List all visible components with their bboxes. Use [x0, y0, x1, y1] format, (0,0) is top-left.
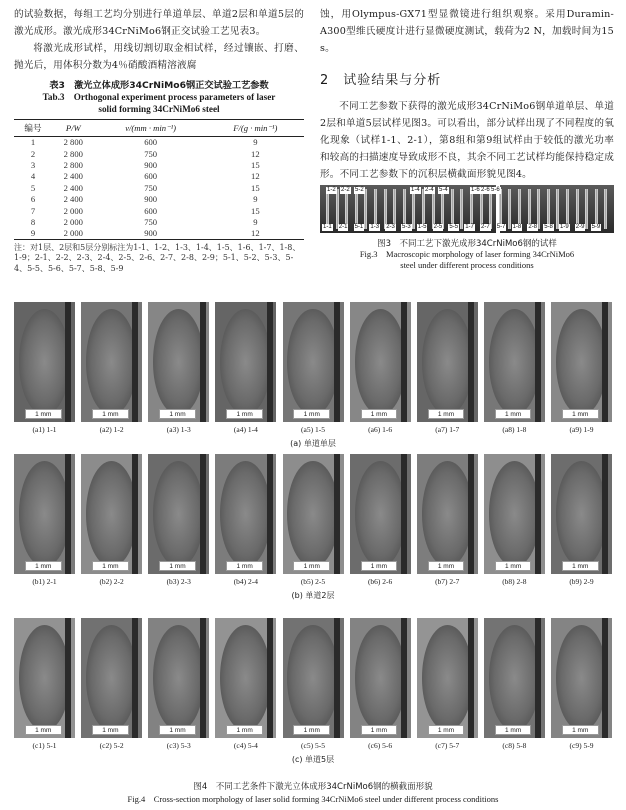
- cross-section-panel: [551, 618, 612, 750]
- deposited-sample: [585, 189, 588, 229]
- table-cell: 9: [253, 216, 258, 227]
- deposited-sample: [364, 189, 367, 229]
- sample-label: 2-4: [425, 187, 434, 193]
- micrograph-image: [215, 454, 276, 574]
- substrate-edge: [267, 454, 273, 574]
- table-cell: 2 800: [63, 148, 83, 159]
- deposited-sample: [422, 189, 425, 229]
- substrate-edge: [334, 454, 340, 574]
- table-cell: 15: [251, 182, 260, 193]
- table-row: [14, 171, 304, 182]
- deposited-sample: [374, 189, 377, 229]
- micrograph-image: [484, 302, 545, 422]
- panel-label: (b9) 2-9: [569, 577, 594, 586]
- sample-label: 5-5: [449, 224, 459, 230]
- sample-label: 5-6: [491, 187, 500, 193]
- deposited-sample: [393, 189, 396, 229]
- cross-section-panel: [148, 618, 209, 750]
- deposited-sample: [412, 189, 415, 229]
- scale-bar: 1 mm: [495, 561, 532, 571]
- table-cell: 2 000: [63, 205, 83, 216]
- deposited-sample: [518, 189, 521, 229]
- deposit-bead: [422, 309, 473, 415]
- panel-label: (b2) 2-2: [99, 577, 124, 586]
- micrograph-image: [148, 618, 209, 738]
- table-header-cell: 编号: [14, 120, 52, 137]
- deposited-sample: [451, 189, 454, 229]
- figure-4-row-caption: (b) 单道2层: [291, 591, 335, 600]
- cross-section-panel: [215, 618, 276, 750]
- deposit-bead: [556, 309, 607, 415]
- scale-bar: 1 mm: [159, 561, 196, 571]
- deposited-sample: [345, 189, 348, 229]
- scale-bar: 1 mm: [159, 725, 196, 735]
- deposited-sample: [384, 189, 387, 229]
- cross-section-panel: [551, 454, 612, 586]
- sample-label: 2-1: [338, 224, 348, 230]
- sample-label: 5-8: [544, 224, 553, 230]
- panel-label: (a6) 1-6: [368, 425, 393, 434]
- panel-label: (c8) 5-8: [502, 741, 527, 750]
- table-cell: 9: [14, 228, 52, 239]
- sample-label: 1-6: [471, 187, 480, 193]
- deposit-bead: [19, 309, 70, 415]
- substrate-edge: [200, 454, 206, 574]
- sample-label: 2-8: [528, 224, 538, 230]
- substrate-edge: [602, 302, 608, 422]
- micrograph-image: [417, 302, 478, 422]
- figure-4-caption-cn: 图4 不同工艺条件下激光立体成形34CrNiMo6钢的横截面形貌: [193, 782, 433, 792]
- body-paragraph: 的试验数据，每组工艺均分别进行单道单层、单道2层和单道5层的激光成形。激光成形34CrNiMo6钢正交试验工艺见表3。: [14, 9, 304, 37]
- substrate-edge: [468, 454, 474, 574]
- table-cell: 900: [144, 194, 158, 205]
- figure-3-caption-en: steel under different process conditions: [400, 260, 534, 270]
- deposit-bead: [220, 625, 271, 731]
- panel-label: (a1) 1-1: [32, 425, 57, 434]
- deposited-sample: [556, 189, 559, 229]
- sample-label: 2-5: [433, 224, 443, 230]
- table-row: [14, 137, 304, 148]
- table-cell: 600: [144, 137, 158, 148]
- scale-bar: 1 mm: [293, 561, 330, 571]
- table-cell: 750: [144, 216, 158, 227]
- sample-label: 5-3: [402, 224, 411, 230]
- deposit-bead: [355, 461, 406, 567]
- table-caption-en: Tab.3 Orthogonal experiment process parameters of laser: [42, 92, 276, 102]
- deposited-sample: [441, 189, 444, 229]
- deposit-bead: [153, 461, 204, 567]
- cross-section-panel: [14, 618, 75, 750]
- body-paragraph: 不同工艺参数下获得的激光成形34CrNiMo6钢单道单层、单道2层和单道5层试样见图3。可以看出，部分试样出现了不同程度的氧化现象（试样1-1、2-1），第8组和第9组试样由于较低的激光功率和较高的扫描速度导致成形不良，其余不同工艺试样均能保持稳定成形。不同工艺参数下的沉积层横截面形貌见图4。: [320, 101, 614, 180]
- cross-section-panel: [350, 302, 411, 434]
- panel-label: (c1) 5-1: [32, 741, 57, 750]
- micrograph-image: [81, 302, 142, 422]
- deposit-bead: [422, 461, 473, 567]
- deposit-bead: [422, 625, 473, 731]
- table-cell: 9: [253, 194, 258, 205]
- scale-bar: 1 mm: [92, 409, 129, 419]
- deposited-sample: [566, 189, 569, 229]
- table-cell: 15: [251, 159, 260, 170]
- deposit-bead: [489, 309, 540, 415]
- cross-section-panel: [81, 618, 142, 750]
- scale-bar: 1 mm: [428, 561, 465, 571]
- sample-label: 2-2: [341, 187, 350, 193]
- panel-label: (b6) 2-6: [367, 577, 393, 586]
- panel-label: (c2) 5-2: [99, 741, 124, 750]
- body-paragraph: 将激光成形试样，用线切割切取金相试样，经过镶嵌、打磨、抛光后，用体积分数为4％硝酸酒精溶液腐: [14, 43, 304, 71]
- panel-label: (c3) 5-3: [166, 741, 191, 750]
- deposited-sample: [480, 189, 483, 229]
- deposit-bead: [153, 625, 204, 731]
- deposited-sample: [403, 189, 406, 229]
- substrate-edge: [535, 618, 541, 738]
- cross-section-panel: [417, 454, 478, 586]
- substrate-edge: [65, 302, 71, 422]
- sample-label: 1-7: [465, 224, 474, 230]
- sample-label: 5-9: [591, 224, 601, 230]
- sample-label: 2-7: [481, 224, 490, 230]
- panel-label: (b4) 2-4: [233, 577, 259, 586]
- micrograph-image: [14, 454, 75, 574]
- micrograph-image: [417, 618, 478, 738]
- substrate-edge: [602, 618, 608, 738]
- substrate-edge: [535, 454, 541, 574]
- table-cell: 12: [251, 148, 260, 159]
- table-cell: 2 000: [52, 228, 95, 239]
- cross-section-panel: [81, 454, 142, 586]
- table-cell: 600: [144, 171, 158, 182]
- panel-label: (b7) 2-7: [435, 577, 460, 586]
- deposit-bead: [556, 461, 607, 567]
- sample-label: 2-6: [481, 187, 490, 193]
- deposited-sample: [528, 189, 531, 229]
- table-cell: 900: [144, 159, 158, 170]
- figure-4-panel-row: [14, 302, 612, 434]
- substrate-edge: [267, 618, 273, 738]
- substrate-edge: [334, 618, 340, 738]
- table-cell: 2: [30, 148, 36, 159]
- micrograph-image: [350, 618, 411, 738]
- sample-label: 1-2: [327, 187, 336, 193]
- cross-section-panel: [283, 618, 344, 750]
- substrate-edge: [200, 618, 206, 738]
- right-column: [320, 6, 614, 271]
- sample-label: 1-1: [323, 224, 332, 230]
- table-row: [14, 159, 304, 170]
- table-caption-cn: 表3 激光立体成形34CrNiMo6钢正交试验工艺参数: [49, 80, 269, 91]
- table-note: 注：对1层、2层和5层分别标注为1-1、1-2、1-3、1-4、1-5、1-6、1-7、1-8、1-9；2-1、2-2、2-3、2-4、2-5、2-6、2-7、2-8、2-9；5-1、5-2、5-3、5-4、5-5、5-6、5-7、5-8、5-9: [14, 242, 301, 273]
- table-cell: 3: [30, 159, 36, 170]
- table-header-cell: P/W: [52, 120, 95, 137]
- scale-bar: 1 mm: [226, 725, 263, 735]
- panel-label: (c5) 5-5: [301, 741, 325, 750]
- figure-3-caption-cn: 图3 不同工艺下激光成形34CrNiMo6钢的试样: [377, 239, 557, 249]
- deposited-sample: [595, 189, 598, 229]
- sample-label: 1-9: [560, 224, 569, 230]
- substrate-edge: [401, 618, 407, 738]
- scale-bar: 1 mm: [495, 725, 532, 735]
- sample-label: 1-8: [512, 224, 522, 230]
- deposited-sample: [499, 189, 502, 229]
- cross-section-panel: [283, 302, 344, 434]
- substrate-edge: [132, 302, 138, 422]
- deposit-bead: [355, 309, 406, 415]
- sample-label: 1-5: [417, 224, 427, 230]
- substrate-edge: [535, 302, 541, 422]
- panel-label: (a4) 1-4: [233, 425, 258, 434]
- table-cell: 2 400: [63, 194, 83, 205]
- figure-4-panel-row: [14, 618, 612, 750]
- scale-bar: 1 mm: [293, 409, 330, 419]
- cross-section-panel: [81, 302, 142, 434]
- substrate-edge: [334, 302, 340, 422]
- cross-section-panel: [215, 302, 276, 434]
- cross-section-panel: [148, 454, 209, 586]
- table-row: [14, 205, 304, 216]
- table-cell: 2 400: [63, 182, 83, 193]
- substrate-edge: [200, 302, 206, 422]
- deposit-bead: [287, 309, 338, 415]
- micrograph-image: [14, 302, 75, 422]
- figure-4-row-caption: (c) 单道5层: [291, 755, 335, 764]
- substrate-edge: [65, 454, 71, 574]
- table-cell: 8: [30, 216, 36, 227]
- cross-section-panel: [551, 302, 612, 434]
- table-cell: 750: [144, 148, 158, 159]
- micrograph-image: [283, 302, 344, 422]
- scale-bar: 1 mm: [361, 561, 398, 571]
- deposit-bead: [86, 309, 137, 415]
- panel-label: (b1) 2-1: [32, 577, 57, 586]
- micrograph-image: [484, 454, 545, 574]
- deposited-sample: [537, 189, 540, 229]
- micrograph-image: [283, 618, 344, 738]
- figure-4-row-caption: (a) 单道单层: [290, 439, 336, 448]
- scale-bar: 1 mm: [361, 725, 398, 735]
- figure-3-photo: [320, 185, 614, 233]
- micrograph-image: [350, 302, 411, 422]
- scale-bar: 1 mm: [226, 409, 263, 419]
- panel-label: (a9) 1-9: [569, 425, 594, 434]
- deposited-sample: [576, 189, 579, 229]
- panel-label: (b8) 2-8: [502, 577, 527, 586]
- table-header-row: [14, 120, 304, 137]
- table-cell: 900: [95, 228, 207, 239]
- table-cell: 6: [30, 194, 36, 205]
- micrograph-image: [551, 302, 612, 422]
- cross-section-panel: [148, 302, 209, 434]
- deposited-sample: [470, 189, 473, 229]
- figure-4-caption-en: Fig.4 Cross-section morphology of laser solid forming 34CrNiMo6 steel under different process conditions: [127, 794, 499, 804]
- table-cell: 750: [144, 182, 158, 193]
- sample-label: 5-4: [439, 187, 448, 193]
- deposit-bead: [556, 625, 607, 731]
- panel-label: (c4) 5-4: [233, 741, 258, 750]
- micrograph-image: [81, 618, 142, 738]
- deposit-bead: [220, 309, 271, 415]
- table-cell: 12: [207, 228, 304, 239]
- sample-label: 5-1: [354, 224, 364, 230]
- deposit-bead: [220, 461, 271, 567]
- scale-bar: 1 mm: [25, 561, 62, 571]
- cross-section-panel: [283, 454, 344, 586]
- micrograph-image: [215, 618, 276, 738]
- scale-bar: 1 mm: [495, 409, 532, 419]
- substrate-edge: [65, 618, 71, 738]
- micrograph-image: [283, 454, 344, 574]
- deposit-bead: [19, 461, 70, 567]
- scale-bar: 1 mm: [428, 409, 465, 419]
- panel-label: (a8) 1-8: [502, 425, 527, 434]
- substrate-edge: [132, 454, 138, 574]
- section-heading: 2 试验结果与分析: [320, 73, 442, 88]
- table-cell: 12: [251, 171, 260, 182]
- sample-label: 1-3: [370, 224, 380, 230]
- substrate-edge: [267, 302, 273, 422]
- left-column: [14, 6, 304, 274]
- deposit-bead: [86, 625, 137, 731]
- panel-label: (b3) 2-3: [166, 577, 191, 586]
- table-cell: 2 000: [63, 216, 83, 227]
- table-cell: 7: [30, 205, 36, 216]
- scale-bar: 1 mm: [25, 409, 62, 419]
- cross-section-panel: [350, 618, 411, 750]
- substrate-edge: [132, 618, 138, 738]
- deposit-bead: [19, 625, 70, 731]
- process-parameter-table: [14, 119, 304, 240]
- figure-3-caption-en: Fig.3 Macroscopic morphology of laser forming 34CrNiMo6: [359, 249, 575, 259]
- table-cell: 600: [144, 205, 158, 216]
- deposit-bead: [153, 309, 204, 415]
- table-cell: 15: [251, 205, 260, 216]
- deposited-sample: [547, 189, 550, 229]
- deposited-sample: [355, 189, 358, 229]
- cross-section-panel: [484, 618, 545, 750]
- panel-label: (a2) 1-2: [99, 425, 124, 434]
- micrograph-image: [551, 618, 612, 738]
- micrograph-image: [215, 302, 276, 422]
- deposited-sample: [489, 189, 492, 229]
- micrograph-image: [14, 618, 75, 738]
- table-row: [14, 148, 304, 159]
- micrograph-image: [148, 302, 209, 422]
- sample-label: 2-3: [386, 224, 395, 230]
- table-cell: 9: [253, 137, 258, 148]
- deposit-bead: [489, 461, 540, 567]
- panel-label: (c6) 5-6: [368, 741, 393, 750]
- deposited-sample: [336, 189, 339, 229]
- deposited-sample: [326, 189, 329, 229]
- table-caption-en: solid forming 34CrNiMo6 steel: [98, 104, 220, 114]
- table-header-cell: F/(g · min⁻¹): [207, 120, 304, 137]
- cross-section-panel: [484, 302, 545, 434]
- cross-section-panel: [215, 454, 276, 586]
- scale-bar: 1 mm: [361, 409, 398, 419]
- scale-bar: 1 mm: [562, 561, 599, 571]
- deposited-sample: [604, 189, 607, 229]
- table-header-cell: v/(mm · min⁻¹): [95, 120, 207, 137]
- scale-bar: 1 mm: [92, 725, 129, 735]
- cross-section-panel: [14, 302, 75, 434]
- panel-label: (a5) 1-5: [301, 425, 325, 434]
- scale-bar: 1 mm: [25, 725, 62, 735]
- table-cell: 2 800: [63, 137, 83, 148]
- figure-4-panel-row: [14, 454, 612, 586]
- table-row: [14, 182, 304, 193]
- deposit-bead: [287, 461, 338, 567]
- deposited-sample: [460, 189, 463, 229]
- panel-label: (b5) 2-5: [300, 577, 326, 586]
- micrograph-image: [81, 454, 142, 574]
- table-cell: 5: [30, 182, 36, 193]
- micrograph-image: [148, 454, 209, 574]
- substrate-edge: [401, 302, 407, 422]
- table-row: [14, 228, 304, 239]
- substrate-edge: [602, 454, 608, 574]
- substrate-edge: [468, 618, 474, 738]
- micrograph-image: [350, 454, 411, 574]
- scale-bar: 1 mm: [428, 725, 465, 735]
- scale-bar: 1 mm: [226, 561, 263, 571]
- scale-bar: 1 mm: [92, 561, 129, 571]
- deposit-bead: [355, 625, 406, 731]
- substrate-edge: [468, 302, 474, 422]
- cross-section-panel: [350, 454, 411, 586]
- scale-bar: 1 mm: [293, 725, 330, 735]
- micrograph-image: [417, 454, 478, 574]
- panel-label: (a7) 1-7: [435, 425, 460, 434]
- micrograph-image: [484, 618, 545, 738]
- deposited-sample: [432, 189, 435, 229]
- table-row: [14, 216, 304, 227]
- sample-label: 2-9: [575, 224, 585, 230]
- deposited-sample: [508, 189, 511, 229]
- table-cell: 2 800: [63, 159, 83, 170]
- substrate-edge: [401, 454, 407, 574]
- panel-label: (c9) 5-9: [569, 741, 594, 750]
- scale-bar: 1 mm: [159, 409, 196, 419]
- sample-label: 1-4: [411, 187, 420, 193]
- micrograph-image: [551, 454, 612, 574]
- deposit-bead: [489, 625, 540, 731]
- sample-label: 5-7: [496, 224, 506, 230]
- table-cell: 1: [30, 137, 36, 148]
- body-paragraph: 蚀，用Olympus-GX71型显微镜进行组织观察。采用Duramin-A300型维氏硬度计进行显微硬度测试，载荷为2 N，加载时间为15 s。: [320, 9, 614, 54]
- panel-label: (c7) 5-7: [435, 741, 460, 750]
- table-row: [14, 193, 304, 204]
- cross-section-panel: [14, 454, 75, 586]
- cross-section-panel: [484, 454, 545, 586]
- scale-bar: 1 mm: [562, 409, 599, 419]
- cross-section-panel: [417, 302, 478, 434]
- panel-label: (a3) 1-3: [166, 425, 191, 434]
- deposit-bead: [287, 625, 338, 731]
- cross-section-panel: [417, 618, 478, 750]
- table-cell: 4: [30, 171, 36, 182]
- sample-label: 5-2: [355, 187, 364, 193]
- table-cell: 2 400: [63, 171, 83, 182]
- scale-bar: 1 mm: [562, 725, 599, 735]
- deposit-bead: [86, 461, 137, 567]
